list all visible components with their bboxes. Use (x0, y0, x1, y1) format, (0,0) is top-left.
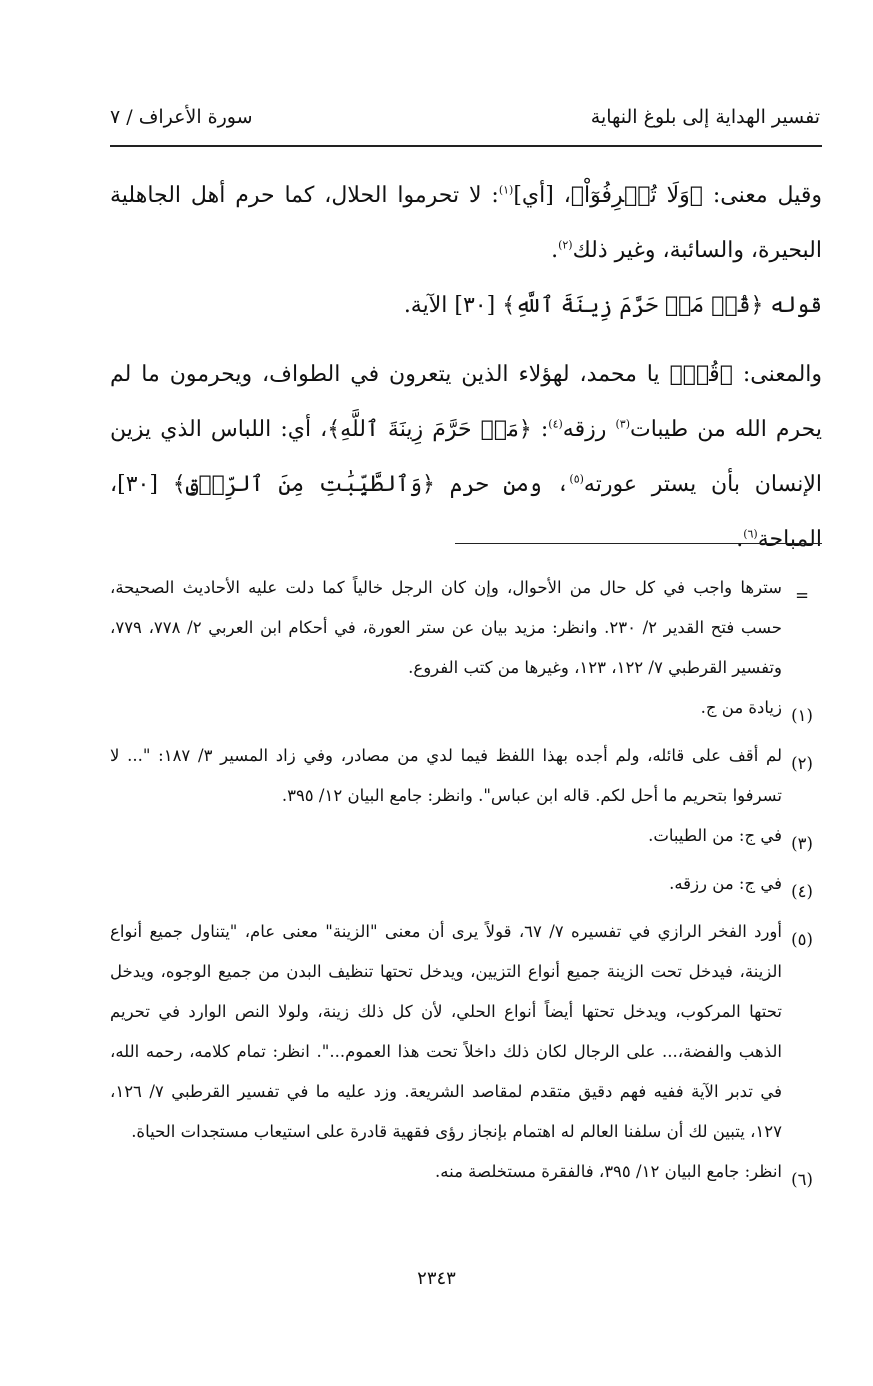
footnote-ref[interactable]: (٢) (558, 238, 573, 252)
footnote-mark: (٤) (791, 882, 813, 901)
quran-verse: ﴿قُلۡ مَنۡ حَرَّمَ زِينَةَ ٱللَّهِ﴾ (502, 293, 764, 318)
main-text (110, 168, 822, 567)
text-run: . (736, 527, 744, 552)
footnote-text: سترها واجب في كل حال من الأحوال، وإن كان الرجل خالياً كما دلت عليه الأحاديث الصحيحة، حسب فتح القدير ٢/ ٢٣٠. وانظر: مزيد بيان عن ستر العورة، في أحكام ابن العربي ٢/ ٧٧٨، ٧٧٩، وتفسير القرطبي ٧/ ١٢٢، ١٢٣، وغيرها من كتب الفروع. (110, 578, 782, 677)
footnote-text: أورد الفخر الرازي في تفسيره ٧/ ٦٧، قولاً يرى أن معنى "الزينة" معنى عام، "يتناول جميع أنواع الزينة، فيدخل تحت الزينة جميع أنواع التزيين، ويدخل تحتها تنظيف البدن من جميع الوجوه، ويدخل تحتها المركوب، ويدخل تحتها أيضاً أنواع الحلي، لأن كل ذلك زينة، ولولا النص الوارد في تحريم الذهب والفضة،... على الرجال لكان ذلك داخلاً تحت هذا العموم...". انظر: تمام كلامه، رحمه الله، في تدبر الآية ففيه فهم دقيق متقدم لمقاصد الشريعة. وزد عليه ما في تفسير القرطبي ٧/ ١٢٦، ١٢٧، يتبين لك أن سلفنا العالم له اهتمام بإنجاز رؤى فقهية قادرة على استيعاب مستجدات الحياة. (110, 922, 782, 1141)
footnote-mark: (١) (791, 706, 813, 725)
footnote-text: لم أقف على قائله، ولم أجده بهذا اللفظ فيما لدي من مصادر، وفي زاد المسير ٣/ ١٨٧: "... لا تسرفوا بتحريم ما أحل لكم. قاله ابن عباس". وانظر: جامع البيان ١٢/ ٣٩٥. (110, 746, 782, 805)
footnote-mark: = (795, 586, 809, 605)
text-run: يا محمد، لهؤلاء الذين يتعرون في الطواف، ويحرمون ما لم يحرم الله من طيبات (110, 362, 822, 442)
text-run: . (551, 238, 559, 263)
footnotes (110, 568, 822, 1200)
text-run: ، [أي] (513, 183, 571, 208)
footnote-1 (110, 688, 822, 736)
text-run: [٣٠]، المباحة (110, 472, 822, 552)
paragraph-3 (110, 347, 822, 567)
text-run: رزقه (562, 417, 616, 442)
footnote-text: في ج: من الطيبات. (648, 826, 782, 845)
footnote-ref[interactable]: (٤) (548, 417, 563, 431)
text-run: ، ومن حرم (434, 472, 570, 497)
footnote-separator (455, 543, 822, 544)
footnote-3 (110, 816, 822, 864)
page-number: ٢٣٤٣ (417, 1268, 456, 1289)
footnote-ref[interactable]: (٣) (615, 417, 630, 431)
text-run: [٣٠] الآية. (403, 293, 503, 318)
quran-verse: ﴿وَلَا تُسۡرِفُوٓاْ﴾ (570, 183, 703, 208)
footnote-text: في ج: من رزقه. (669, 874, 782, 893)
footnote-5 (110, 912, 822, 1152)
quran-verse: ﴿مَنۡ حَرَّمَ زِينَةَ ٱللَّهِ﴾ (327, 417, 532, 442)
footnote-2 (110, 736, 822, 816)
footnote-mark: (٢) (791, 754, 813, 773)
footnote-ref[interactable]: (١) (498, 183, 514, 197)
text-run: والمعنى: (732, 362, 823, 387)
footnote-mark: (٥) (791, 930, 813, 949)
text-run: وقيل معنى: (702, 183, 822, 208)
footnote-continued (110, 568, 822, 688)
text-run: : (531, 417, 549, 442)
surah-label: سورة الأعراف / ٧ (110, 106, 253, 128)
footnote-mark: (٦) (791, 1170, 813, 1189)
book-title: تفسير الهداية إلى بلوغ النهاية (590, 106, 820, 128)
footnote-4 (110, 864, 822, 912)
header-rule (110, 145, 822, 147)
footnote-text: زيادة من ج. (700, 698, 782, 717)
text-run: قوله (763, 293, 822, 318)
paragraph-2 (110, 278, 822, 333)
quran-verse: ﴿قُلۡ﴾ (669, 362, 733, 387)
paragraph-1 (110, 168, 822, 278)
footnote-text: انظر: جامع البيان ١٢/ ٣٩٥، فالفقرة مستخلصة منه. (435, 1162, 782, 1181)
footnote-mark: (٣) (791, 834, 813, 853)
text-run: ، أي: اللباس الذي يزين الإنسان بأن يستر عورته (110, 417, 823, 497)
footnote-ref[interactable]: (٥) (569, 472, 584, 486)
footnote-ref[interactable]: (٦) (743, 527, 758, 541)
text-run: : لا تحرموا الحلال، كما حرم أهل الجاهلية البحيرة، والسائبة، وغير ذلك (110, 183, 822, 263)
quran-verse: ﴿وَٱلطَّيِّبَٰتِ مِنَ ٱلرِّزۡقِ﴾ (172, 472, 435, 497)
footnote-6 (110, 1152, 822, 1200)
running-header (110, 100, 820, 140)
